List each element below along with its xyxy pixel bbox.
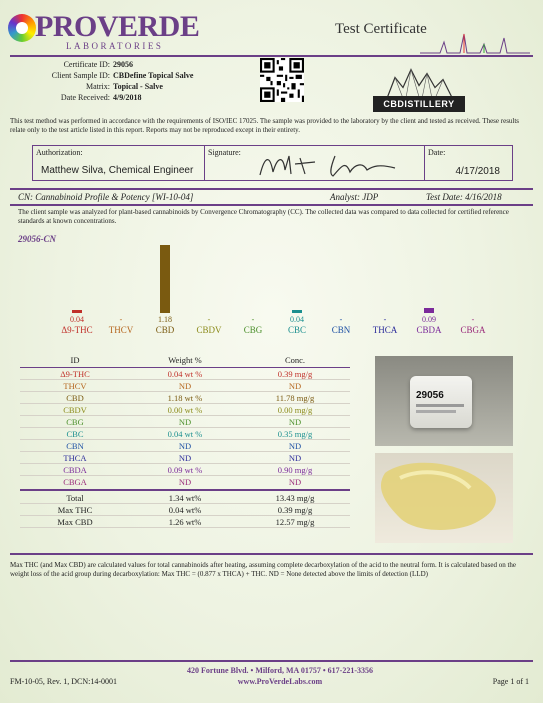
brand-name: CBDISTILLERY xyxy=(373,96,465,112)
page-number: Page 1 of 1 xyxy=(492,677,529,686)
table-row xyxy=(20,476,350,488)
test-date: Test Date: 4/16/2018 xyxy=(426,192,502,202)
table-row xyxy=(20,416,350,428)
footer-address-block xyxy=(160,665,400,687)
certificate-id: 29056 xyxy=(113,60,133,69)
table-cell-weight: 0.09 wt % xyxy=(167,464,203,475)
chart-bar xyxy=(160,245,170,313)
table-cell-conc: 0.39 mg/g xyxy=(277,368,313,379)
table-total-cell-conc: 0.39 mg/g xyxy=(277,504,313,515)
date-received-label: Date Received: xyxy=(60,93,110,102)
logo-subtext: LABORATORIES xyxy=(66,41,164,51)
authorization-label: Authorization: xyxy=(36,148,83,157)
table-cell-conc: ND xyxy=(288,452,302,463)
chart-category-label: Δ9-THC xyxy=(61,325,93,335)
col-header-conc: Conc. xyxy=(284,355,306,365)
table-total-cell-weight: 1.26 wt% xyxy=(168,516,202,527)
table-total-cell-conc: 13.43 mg/g xyxy=(275,492,315,503)
table-header-row xyxy=(20,353,350,367)
table-total-row xyxy=(20,492,350,504)
footnote: Max THC (and Max CBD) are calculated values for total cannabinoids after heating, assuming complete decarboxylation of the acid to the neutral form. It is calculated based on the weight loss of the acid group during decarboxylation: Max THC = (0.877 x THCA) + THC. ND = None detected above the limits of detection (LLD) xyxy=(10,561,517,578)
signature-cell xyxy=(205,146,425,180)
authorization-cell xyxy=(33,146,205,180)
chart-category-label: THCA xyxy=(372,325,398,335)
chart-value-label: - xyxy=(383,315,387,324)
chart-category-label: CBD xyxy=(155,325,175,335)
potency-bar-chart xyxy=(55,243,495,338)
table-totals-rule xyxy=(20,489,350,491)
chart-category-label: CBGA xyxy=(460,325,486,335)
page-title: Test Certificate xyxy=(335,21,427,37)
table-total-row xyxy=(20,516,350,528)
chart-bar xyxy=(72,310,82,313)
footnote-rule xyxy=(10,553,533,555)
table-cell-id: THCA xyxy=(63,452,87,463)
chart-value-label: - xyxy=(251,315,255,324)
table-cell-weight: ND xyxy=(178,380,192,391)
table-cell-id: CBDV xyxy=(63,404,87,415)
table-cell-weight: ND xyxy=(178,452,192,463)
table-row xyxy=(20,440,350,452)
table-row xyxy=(20,464,350,476)
table-cell-conc: 0.00 mg/g xyxy=(277,404,313,415)
chart-category-label: CBG xyxy=(243,325,263,335)
table-cell-weight: 0.04 wt % xyxy=(167,368,203,379)
matrix-value: Topical - Salve xyxy=(113,82,163,91)
table-row xyxy=(20,428,350,440)
table-cell-id: CBG xyxy=(66,416,84,427)
table-cell-conc: 0.90 mg/g xyxy=(277,464,313,475)
date-label: Date: xyxy=(428,148,446,157)
authorizer-name: Matthew Silva, Chemical Engineer xyxy=(41,165,194,176)
section-rule-bottom xyxy=(10,204,533,206)
qr-code-icon xyxy=(260,58,304,102)
chart-label: 29056-CN xyxy=(18,234,56,244)
col-header-weight: Weight % xyxy=(168,355,202,365)
table-row xyxy=(20,404,350,416)
signature-label: Signature: xyxy=(208,148,241,157)
table-total-cell-weight: 0.04 wt% xyxy=(168,504,202,515)
section-rule-top xyxy=(10,188,533,190)
chart-category-label: THCV xyxy=(108,325,134,335)
chart-bars-area xyxy=(55,243,495,313)
table-cell-id: CBDA xyxy=(63,464,87,475)
table-cell-conc: ND xyxy=(288,380,302,391)
table-cell-weight: 0.00 wt % xyxy=(167,404,203,415)
salve-shape-icon xyxy=(375,453,513,543)
date-cell xyxy=(425,146,512,180)
chart-value-labels xyxy=(55,315,495,325)
chart-bar xyxy=(292,310,302,313)
jar-shape xyxy=(410,376,472,428)
table-cell-conc: 0.35 mg/g xyxy=(277,428,313,439)
sample-jar-photo xyxy=(375,356,513,446)
table-cell-id: CBC xyxy=(66,428,84,439)
table-cell-id: Δ9-THC xyxy=(60,368,90,379)
client-sample-id-label: Client Sample ID: xyxy=(51,71,110,80)
chart-value-label: - xyxy=(207,315,211,324)
method-statement: This test method was performed in accordance with the requirements of ISO/IEC 17025. The sample was provided to the laboratory by the client and tested as received. These results relate only to the test article listed in this report. Reports may not be reproduced except in their entirety. xyxy=(10,117,520,134)
table-cell-conc: ND xyxy=(288,477,302,487)
chart-category-label: CBDV xyxy=(196,325,222,335)
table-cell-weight: ND xyxy=(178,416,192,427)
signature-image xyxy=(255,150,415,180)
table-cell-id: CBGA xyxy=(63,477,87,487)
chart-value-label: 0.09 xyxy=(422,315,436,324)
header-rule xyxy=(10,55,533,57)
table-totals xyxy=(20,492,350,528)
table-cell-weight: 0.04 wt % xyxy=(167,428,203,439)
table-cell-weight: ND xyxy=(178,440,192,451)
sample-salve-photo xyxy=(375,453,513,543)
chart-category-labels xyxy=(55,325,495,337)
analysis-description: The client sample was analyzed for plant-based cannabinoids by Convergence Chromatography (CC). The collected data was compared to data collected for certified reference standards at known concentrations. xyxy=(18,208,509,225)
table-total-cell-id: Max THC xyxy=(57,504,93,515)
logo-text: PROVERDE xyxy=(35,10,200,43)
footer-rule xyxy=(10,660,533,662)
table-cell-id: CBD xyxy=(66,392,84,403)
table-row xyxy=(20,380,350,392)
client-sample-id: CBDefine Topical Salve xyxy=(113,71,194,80)
chart-category-label: CBC xyxy=(287,325,306,335)
table-cell-id: CBN xyxy=(66,440,84,451)
results-table xyxy=(20,353,350,528)
chart-category-label: CBDA xyxy=(416,325,442,335)
chart-value-label: 1.18 xyxy=(158,315,172,324)
table-row xyxy=(20,368,350,380)
section-title: CN: Cannabinoid Profile & Potency [WI-10-04] xyxy=(18,192,194,202)
table-row xyxy=(20,392,350,404)
jar-label-line xyxy=(416,410,456,413)
table-total-row xyxy=(20,504,350,516)
table-total-cell-weight: 1.34 wt% xyxy=(168,492,202,503)
table-total-cell-conc: 12.57 mg/g xyxy=(275,516,315,527)
chart-value-label: - xyxy=(119,315,123,324)
table-cell-weight: 1.18 wt % xyxy=(167,392,203,403)
analyst: Analyst: JDP xyxy=(330,192,379,202)
form-id: FM-10-05, Rev. 1, DCN:14-0001 xyxy=(10,677,118,686)
table-cell-weight: ND xyxy=(178,477,192,487)
chart-value-label: 0.04 xyxy=(70,315,84,324)
authorization-box xyxy=(32,145,513,181)
table-cell-id: THCV xyxy=(63,380,87,391)
table-total-cell-id: Total xyxy=(66,492,84,503)
table-cell-conc: ND xyxy=(288,416,302,427)
footer-website-link[interactable]: www.ProVerdeLabs.com xyxy=(237,677,323,686)
chart-category-label: CBN xyxy=(331,325,351,335)
col-header-id: ID xyxy=(70,355,80,365)
authorization-date: 4/17/2018 xyxy=(455,166,500,177)
table-cell-conc: ND xyxy=(288,440,302,451)
chart-bar xyxy=(424,308,434,313)
certificate-id-label: Certificate ID: xyxy=(63,60,110,69)
table-row xyxy=(20,452,350,464)
jar-label: 29056 xyxy=(416,390,444,401)
certificate-meta xyxy=(10,60,193,102)
chart-value-label: - xyxy=(339,315,343,324)
chromatogram-peaks-icon xyxy=(420,30,530,54)
date-received: 4/9/2018 xyxy=(113,93,142,102)
table-body xyxy=(20,368,350,488)
footer-address: 420 Fortune Blvd. • Milford, MA 01757 • 617-221-3356 xyxy=(186,666,374,675)
matrix-label: Matrix: xyxy=(86,82,110,91)
table-total-cell-id: Max CBD xyxy=(57,516,93,527)
jar-label-line xyxy=(416,404,464,407)
chart-value-label: 0.04 xyxy=(290,315,304,324)
chart-value-label: - xyxy=(471,315,475,324)
logo-mark-icon xyxy=(8,14,36,42)
table-cell-conc: 11.78 mg/g xyxy=(275,392,315,403)
